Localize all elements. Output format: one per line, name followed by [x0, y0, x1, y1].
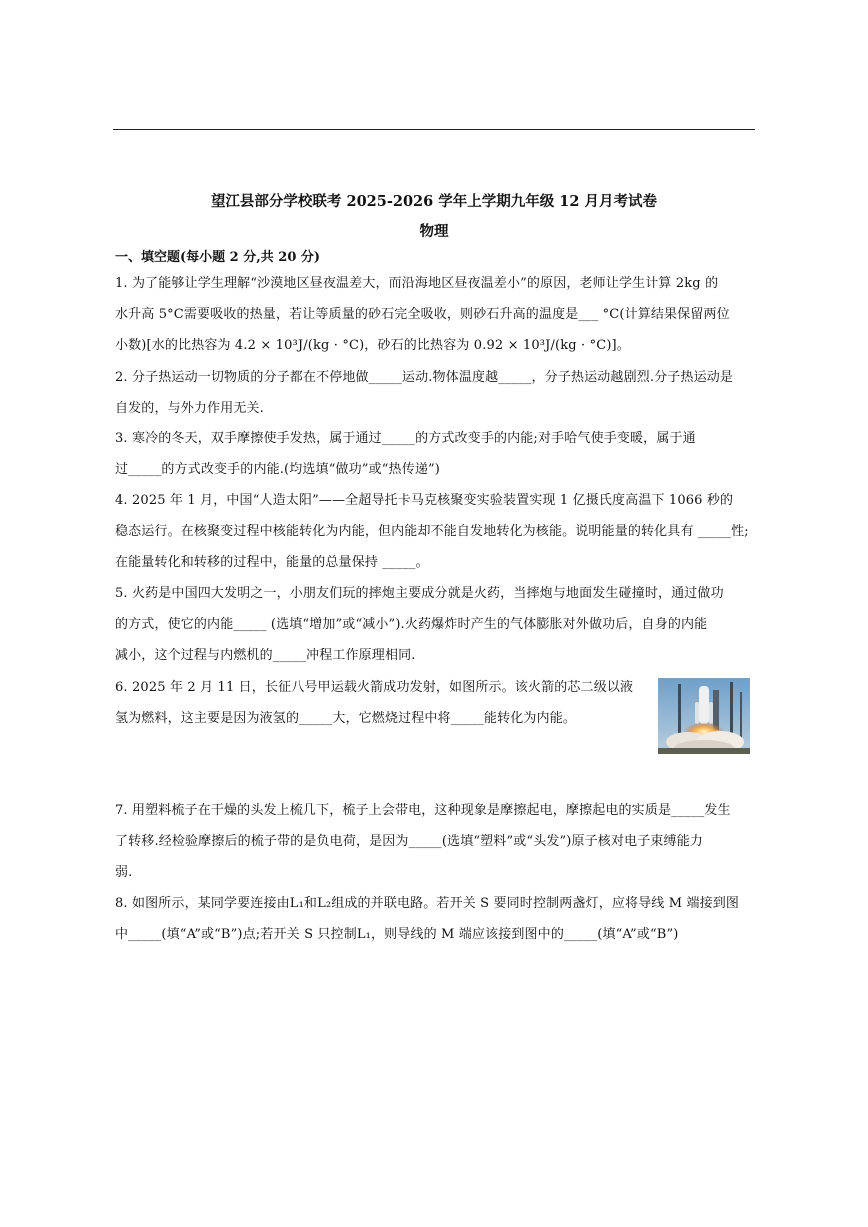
question-8-line-1: 8. 如图所示，某同学要连接由L₁和L₂组成的并联电路。若开关 S 要同时控制两盏灯，应将导线 M 端接到图 [115, 896, 740, 911]
question-1 [115, 268, 757, 361]
rocket-launch-image [658, 678, 750, 754]
question-2-line-2: 自发的，与外力作用无关. [115, 401, 264, 416]
header-rule [113, 129, 755, 130]
question-1-line-3: 小数)[水的比热容为 4.2 × 10³J/(kg · °C)，砂石的比热容为 0.92 × 10³J/(kg · °C)]。 [115, 338, 630, 353]
question-7-line-2: 了转移.经检验摩擦后的梳子带的是负电荷，是因为_____(选填“塑料”或“头发”)原子核对电子束缚能力 [115, 834, 704, 849]
question-3-line-1: 3. 寒冷的冬天，双手摩擦使手发热，属于通过_____的方式改变手的内能;对手哈气使手变暖，属于通 [115, 431, 696, 446]
question-5-line-3: 减小，这个过程与内燃机的_____冲程工作原理相同. [115, 648, 416, 663]
question-1-line-2: 水升高 5°C需要吸收的热量，若让等质量的砂石完全吸收，则砂石升高的温度是___ °C(计算结果保留两位 [115, 307, 730, 322]
question-2 [115, 362, 757, 424]
question-4 [115, 485, 757, 578]
question-3-line-2: 过_____的方式改变手的内能.(均选填“做功”或“热传递”) [115, 462, 441, 477]
question-4-line-3: 在能量转化和转移的过程中，能量的总量保持 _____。 [115, 555, 429, 570]
question-5-line-2: 的方式，使它的内能_____ (选填“增加”或“减小”).火药爆炸时产生的气体膨胀对外做功后，自身的内能 [115, 617, 708, 632]
question-5 [115, 578, 757, 671]
question-6-line-2: 氢为燃料，这主要是因为液氢的_____大，它燃烧过程中将_____能转化为内能。 [115, 711, 577, 726]
question-6 [115, 672, 650, 734]
question-7-line-3: 弱. [115, 865, 133, 880]
subject-title: 物理 [419, 223, 449, 240]
question-3 [115, 423, 757, 485]
section-heading: 一、填空题(每小题 2 分,共 20 分) [115, 250, 321, 265]
exam-title: 望江县部分学校联考 2025-2026 学年上学期九年级 12 月月考试卷 [210, 193, 658, 210]
question-8-line-2: 中_____(填“A”或“B”)点;若开关 S 只控制L₁，则导线的 M 端应该接到图中的_____(填“A”或“B”) [115, 927, 679, 942]
question-8 [115, 888, 757, 950]
question-7-line-1: 7. 用塑料梳子在干燥的头发上梳几下，梳子上会带电，这种现象是摩擦起电，摩擦起电的实质是_____发生 [115, 803, 731, 818]
question-7 [115, 795, 757, 888]
question-4-line-2: 稳态运行。在核聚变过程中核能转化为内能，但内能却不能自发地转化为核能。说明能量的转化具有 _____性; [115, 524, 749, 539]
question-4-line-1: 4. 2025 年 1 月，中国“人造太阳”——全超导托卡马克核聚变实验装置实现 1 亿摄氏度高温下 1066 秒的 [115, 493, 734, 508]
question-1-line-1: 1. 为了能够让学生理解“沙漠地区昼夜温差大，而沿海地区昼夜温差小”的原因，老师让学生计算 2kg 的 [115, 276, 719, 291]
question-2-line-1: 2. 分子热运动一切物质的分子都在不停地做_____运动.物体温度越_____，分子热运动越剧烈.分子热运动是 [115, 370, 734, 385]
question-5-line-1: 5. 火药是中国四大发明之一，小朋友们玩的摔炮主要成分就是火药，当摔炮与地面发生碰撞时，通过做功 [115, 586, 724, 601]
question-6-line-1: 6. 2025 年 2 月 11 日，长征八号甲运载火箭成功发射，如图所示。该火箭的芯二级以液 [115, 680, 634, 695]
